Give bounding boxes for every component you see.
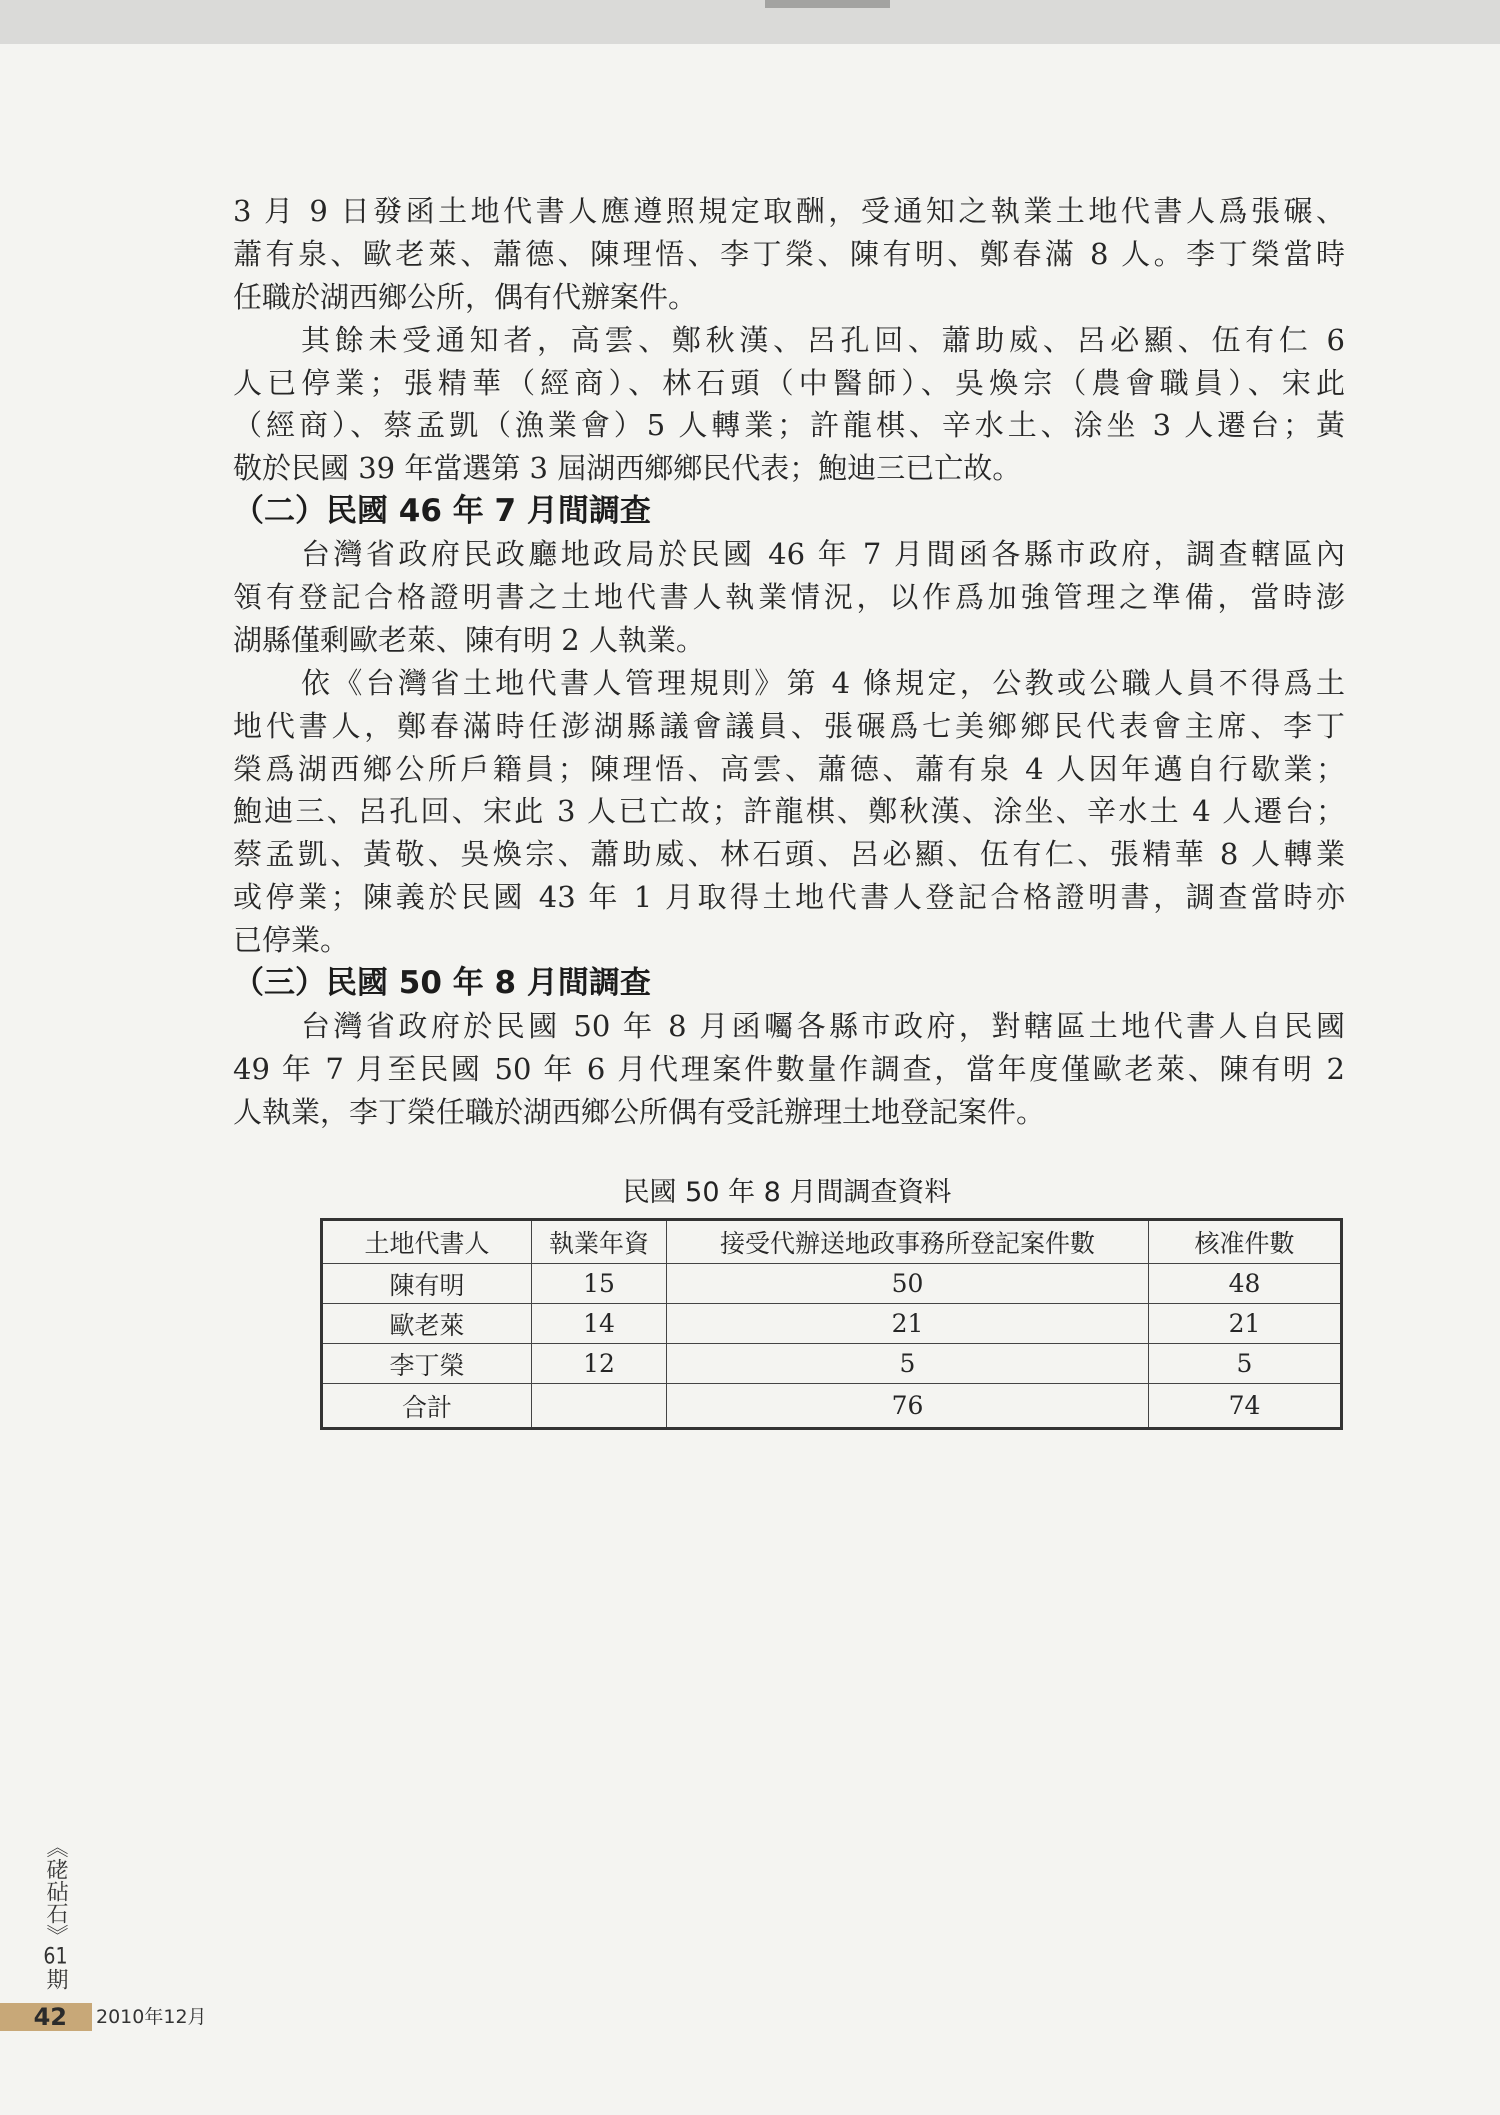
- body-line: 湖縣僅剩歐老萊、陳有明 2 人執業。: [233, 622, 705, 657]
- body-line: 3 月 9 日發函土地代書人應遵照規定取酬，受通知之執業土地代書人爲張碾、: [233, 194, 1345, 228]
- body-line: 已停業。: [233, 923, 350, 958]
- article-body: [233, 190, 1345, 1134]
- page-number: 42: [33, 2003, 67, 2031]
- table-cell: 陳有明: [322, 1264, 532, 1304]
- table-header-cell: 執業年資: [532, 1220, 667, 1264]
- table-cell: 21: [667, 1304, 1149, 1344]
- table-title: 民國 50 年 8 月間調查資料: [622, 1177, 952, 1208]
- table-header-cell: 核准件數: [1149, 1220, 1342, 1264]
- magazine-side-title: [42, 1836, 68, 2006]
- survey-table: [320, 1218, 1343, 1430]
- table-cell: 21: [1149, 1304, 1342, 1344]
- body-line: 蕭有泉、歐老萊、蕭德、陳理悟、李丁榮、陳有明、鄭春滿 8 人。李丁榮當時: [233, 236, 1345, 271]
- header-graphic-fragment: [765, 0, 890, 8]
- table-cell: 合計: [322, 1384, 532, 1429]
- table-cell: 14: [532, 1304, 667, 1344]
- table-total-row: [322, 1384, 1342, 1429]
- body-line: 鮑迪三、呂孔回、宋此 3 人已亡故；許龍棋、鄭秋漢、涂坐、辛水土 4 人遷台；: [233, 794, 1345, 829]
- table-row: [322, 1264, 1342, 1304]
- body-line: 其餘未受通知者，高雲、鄭秋漢、呂孔回、蕭助威、呂必顯、伍有仁 6: [301, 322, 1345, 357]
- table-header-row: [322, 1220, 1342, 1264]
- table-row: [322, 1304, 1342, 1344]
- body-line: 敬於民國 39 年當選第 3 屆湖西鄉鄉民代表；鮑迪三已亡故。: [233, 451, 1022, 486]
- body-line: 台灣省政府民政廳地政局於民國 46 年 7 月間函各縣市政府，調查轄區內: [301, 537, 1345, 572]
- body-line: 台灣省政府於民國 50 年 8 月函囑各縣市政府，對轄區土地代書人自民國: [301, 1008, 1345, 1043]
- body-line: 榮爲湖西鄉公所戶籍員；陳理悟、高雲、蕭德、蕭有泉 4 人因年邁自行歇業；: [233, 751, 1345, 786]
- body-line: 人已停業；張精華（經商）、林石頭（中醫師）、吳煥宗（農會職員）、宋此: [233, 365, 1345, 400]
- table-cell: [532, 1384, 667, 1429]
- body-line: 任職於湖西鄉公所，偶有代辦案件。: [233, 279, 698, 314]
- table-row: [322, 1344, 1342, 1384]
- scan-top-band: [0, 0, 1500, 44]
- magazine-title: 《硓砧石》: [43, 1836, 68, 1946]
- body-line: 49 年 7 月至民國 50 年 6 月代理案件數量作調查，當年度僅歐老萊、陳有明 2: [233, 1051, 1345, 1086]
- table-cell: 76: [667, 1384, 1149, 1429]
- body-line: （經商）、蔡孟凱（漁業會）5 人轉業；許龍棋、辛水土、涂坐 3 人遷台；黃: [233, 408, 1345, 443]
- table-cell: 48: [1149, 1264, 1342, 1304]
- body-line: 或停業；陳義於民國 43 年 1 月取得土地代書人登記合格證明書，調查當時亦: [233, 880, 1345, 915]
- table-cell: 50: [667, 1264, 1149, 1304]
- body-line: 領有登記合格證明書之土地代書人執業情況，以作爲加強管理之準備，當時澎: [233, 580, 1345, 615]
- table-cell: 74: [1149, 1384, 1342, 1429]
- issue-unit: 期: [43, 1968, 68, 1990]
- table-cell: 12: [532, 1344, 667, 1384]
- table-cell: 15: [532, 1264, 667, 1304]
- issue-date: 2010年12月: [96, 2006, 207, 2028]
- page-number-tab: [0, 2003, 92, 2031]
- table-header-cell: 接受代辦送地政事務所登記案件數: [667, 1220, 1149, 1264]
- table-cell: 5: [1149, 1344, 1342, 1384]
- body-line: 地代書人，鄭春滿時任澎湖縣議會議員、張碾爲七美鄉鄉民代表會主席、李丁: [233, 708, 1345, 743]
- table-cell: 歐老萊: [322, 1304, 532, 1344]
- table-cell: 李丁榮: [322, 1344, 532, 1384]
- body-line: 依《台灣省土地代書人管理規則》第 4 條規定，公教或公職人員不得爲土: [301, 665, 1345, 700]
- table-cell: 5: [667, 1344, 1149, 1384]
- table-header-cell: 土地代書人: [322, 1220, 532, 1264]
- section-heading-2: （二）民國 46 年 7 月間調查: [233, 493, 651, 530]
- body-line: 蔡孟凱、黃敬、吳煥宗、蕭助威、林石頭、呂必顯、伍有仁、張精華 8 人轉業: [233, 837, 1345, 872]
- section-heading-3: （三）民國 50 年 8 月間調查: [233, 965, 651, 1002]
- issue-number: 61: [43, 1946, 68, 1968]
- body-line: 人執業，李丁榮任職於湖西鄉公所偶有受託辦理土地登記案件。: [233, 1094, 1046, 1129]
